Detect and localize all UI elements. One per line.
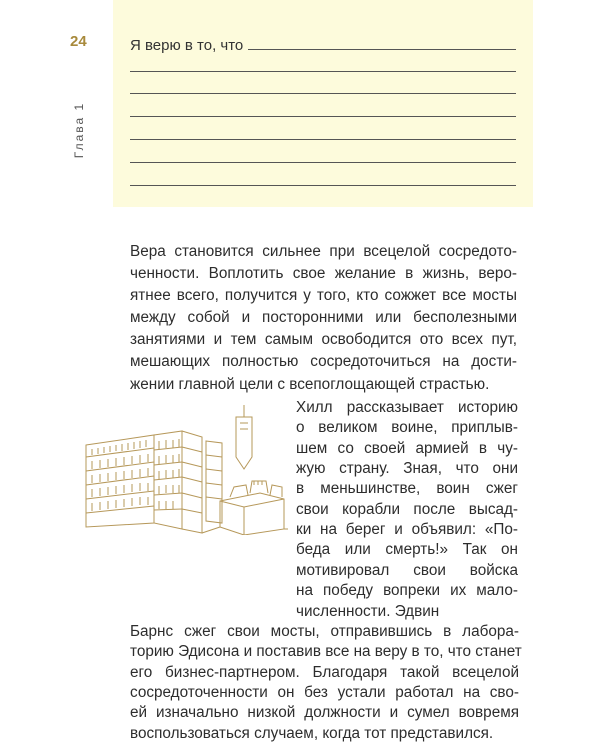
paragraph-line: на победу вопреки их мало- bbox=[296, 582, 518, 600]
paragraph-line: в меньшинстве, воин сжег bbox=[296, 480, 518, 498]
paragraph-line: мотивировал свои войска bbox=[296, 561, 518, 579]
paragraph-line: ей изначально низкой должности и сумел вовремя bbox=[130, 704, 519, 722]
paragraph-line: его бизнес-партнером. Благодаря такой всецелой bbox=[130, 663, 519, 681]
paragraph-line: жую страну. Зная, что они bbox=[296, 460, 518, 478]
display-counter bbox=[220, 481, 284, 535]
page-number: 24 bbox=[70, 33, 87, 50]
fill-in-line bbox=[130, 71, 516, 72]
paragraph-line: сосредоточенности он без устали работал на сво- bbox=[130, 683, 519, 701]
paragraph-line: о великом воине, приплыв- bbox=[296, 419, 518, 437]
fill-in-line bbox=[130, 185, 516, 186]
worksheet-box bbox=[113, 0, 533, 207]
paragraph-line: воспользоваться случаем, когда тот представился. bbox=[130, 724, 494, 742]
front-shelf-unit bbox=[154, 431, 202, 533]
fill-in-line bbox=[130, 93, 516, 94]
paragraph-line: беда или смерть!» Так он bbox=[296, 541, 518, 559]
paragraph-line: Хилл рассказывает историю bbox=[296, 399, 518, 416]
fill-in-line bbox=[130, 162, 516, 163]
paragraph-line: ки на берег и объявил: «По- bbox=[296, 521, 518, 539]
paragraph-line: свои корабли после высад- bbox=[296, 500, 518, 518]
paragraph-line: торию Эдисона и поставив все на веру в то, что станет bbox=[130, 643, 522, 661]
fill-in-line bbox=[130, 116, 516, 117]
paragraph-line: Барнс сжег свои мосты, отправившись в лабора- bbox=[130, 622, 519, 640]
chapter-label: Глава 1 bbox=[72, 101, 86, 159]
paragraph-line: шем со своей армией в чу- bbox=[296, 439, 518, 457]
paragraph-line: численности. Эдвин bbox=[296, 602, 440, 620]
store-shelves-illustration bbox=[84, 405, 288, 535]
fill-in-line bbox=[248, 49, 516, 50]
back-shelf-unit bbox=[86, 435, 154, 527]
paragraph-faith-focus: Вера становится сильнее при всецелой сосредоточенности. Воплотить свое желание в жизнь, вероятнее всего, получится у того, кто сожжет все мосты между собой и посторонними или бесполезными занятиями и тем самым освободится ото всех пут, мешающих полностью сосредоточиться на достижении главной цели с всепоглощающей страстью. bbox=[130, 243, 517, 393]
hanging-sign bbox=[236, 405, 252, 469]
fill-in-line bbox=[130, 139, 516, 140]
belief-prompt: Я верю в то, что bbox=[130, 37, 244, 54]
